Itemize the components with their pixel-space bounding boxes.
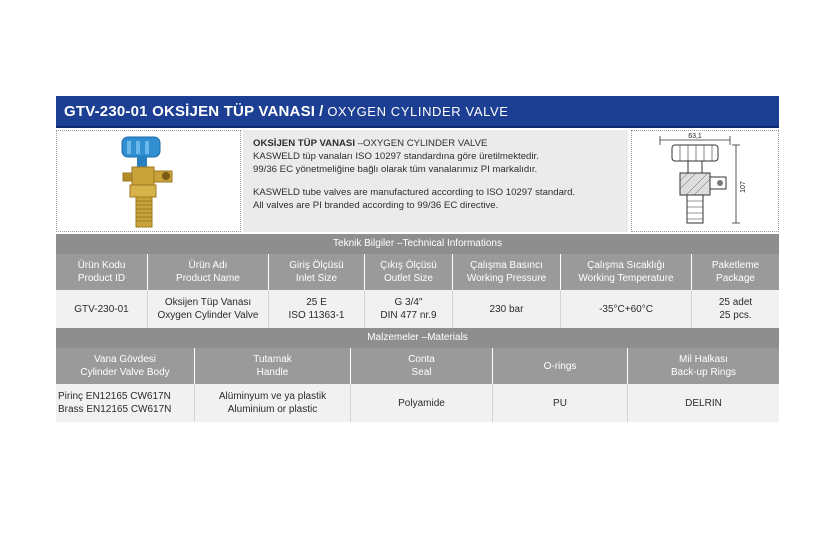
technical-data-cell: 230 bar — [453, 290, 561, 328]
drawing-width-label: 63,1 — [688, 133, 702, 140]
technical-data-cell: 25 adet 25 pcs. — [718, 297, 753, 321]
materials-header-cell: Mil Halkası Back-up Rings — [670, 354, 737, 378]
technical-data-cell: 25 E ISO 11363-1 — [269, 290, 365, 328]
technical-header-cell: Ürün Adı Product Name — [148, 254, 269, 290]
info-row — [56, 130, 779, 234]
materials-header-row — [56, 348, 779, 384]
materials-header-cell: Vana Gövdesi Cylinder Valve Body — [56, 348, 195, 384]
materials-header-cell: Conta Seal — [351, 348, 493, 384]
materials-header-cell: Tutamak Handle — [195, 348, 351, 384]
materials-header-cell: O-rings — [493, 348, 628, 384]
materials-data-cell: Polyamide — [351, 384, 493, 422]
technical-header-cell: Ürün Kodu Product ID — [56, 254, 148, 290]
title-english: OXYGEN CYLINDER VALVE — [327, 103, 509, 119]
drawing-height-label: 107 — [740, 181, 747, 193]
description-en-line-1: KASWELD tube valves are manufactured according to ISO 10297 standard. — [253, 187, 576, 198]
description-box — [243, 130, 628, 232]
product-photo — [56, 130, 241, 232]
description-heading-en: –OXYGEN CYLINDER VALVE — [357, 138, 488, 149]
title-bar — [56, 96, 779, 128]
materials-data-cell: Alüminyum ve ya plastik Aluminium or plastic — [195, 384, 351, 422]
technical-section-title: Teknik Bilgiler –Technical Informations — [56, 234, 779, 254]
description-tr-line-2: 99/36 EC yönetmeliğine bağlı olarak tüm vanalarımız PI markalıdır. — [253, 164, 538, 175]
technical-data-cell: GTV-230-01 — [56, 290, 148, 328]
technical-header-cell: Çıkış Ölçüsü Outlet Size — [365, 254, 453, 290]
title-separator: / — [319, 102, 324, 120]
technical-data-cell: G 3/4" DIN 477 nr.9 — [365, 290, 453, 328]
materials-data-cell: PU — [493, 384, 628, 422]
oxygen-valve-image — [57, 131, 240, 231]
technical-data-cell: -35°C+60°C — [561, 290, 692, 328]
technical-header-cell: Giriş Ölçüsü Inlet Size — [269, 254, 365, 290]
valve-dimension-drawing — [632, 131, 778, 231]
technical-header-row — [56, 254, 779, 290]
technical-header-cell: Çalışma Sıcaklığı Working Temperature — [561, 254, 692, 290]
description-tr-line-1: KASWELD tüp vanaları ISO 10297 standardına göre üretilmektedir. — [253, 151, 539, 162]
description-en-line-2: All valves are PI branded according to 99/36 EC directive. — [253, 200, 499, 211]
technical-drawing — [631, 130, 779, 232]
materials-data-cell: Pirinç EN12165 CW617N Brass EN12165 CW617N — [56, 384, 195, 422]
technical-header-cell: Paketleme Package — [711, 260, 760, 284]
description-heading-tr: OKSİJEN TÜP VANASI — [253, 138, 355, 149]
title-turkish: GTV-230-01 OKSİJEN TÜP VANASI — [64, 102, 316, 120]
materials-data-cell: DELRIN — [685, 397, 722, 409]
materials-data-row — [56, 384, 779, 422]
materials-section-title: Malzemeler –Materials — [56, 328, 779, 348]
technical-data-cell: Oksijen Tüp Vanası Oxygen Cylinder Valve — [148, 290, 269, 328]
technical-header-cell: Çalışma Basıncı Working Pressure — [453, 254, 561, 290]
technical-data-row — [56, 290, 779, 328]
product-sheet — [56, 96, 779, 422]
